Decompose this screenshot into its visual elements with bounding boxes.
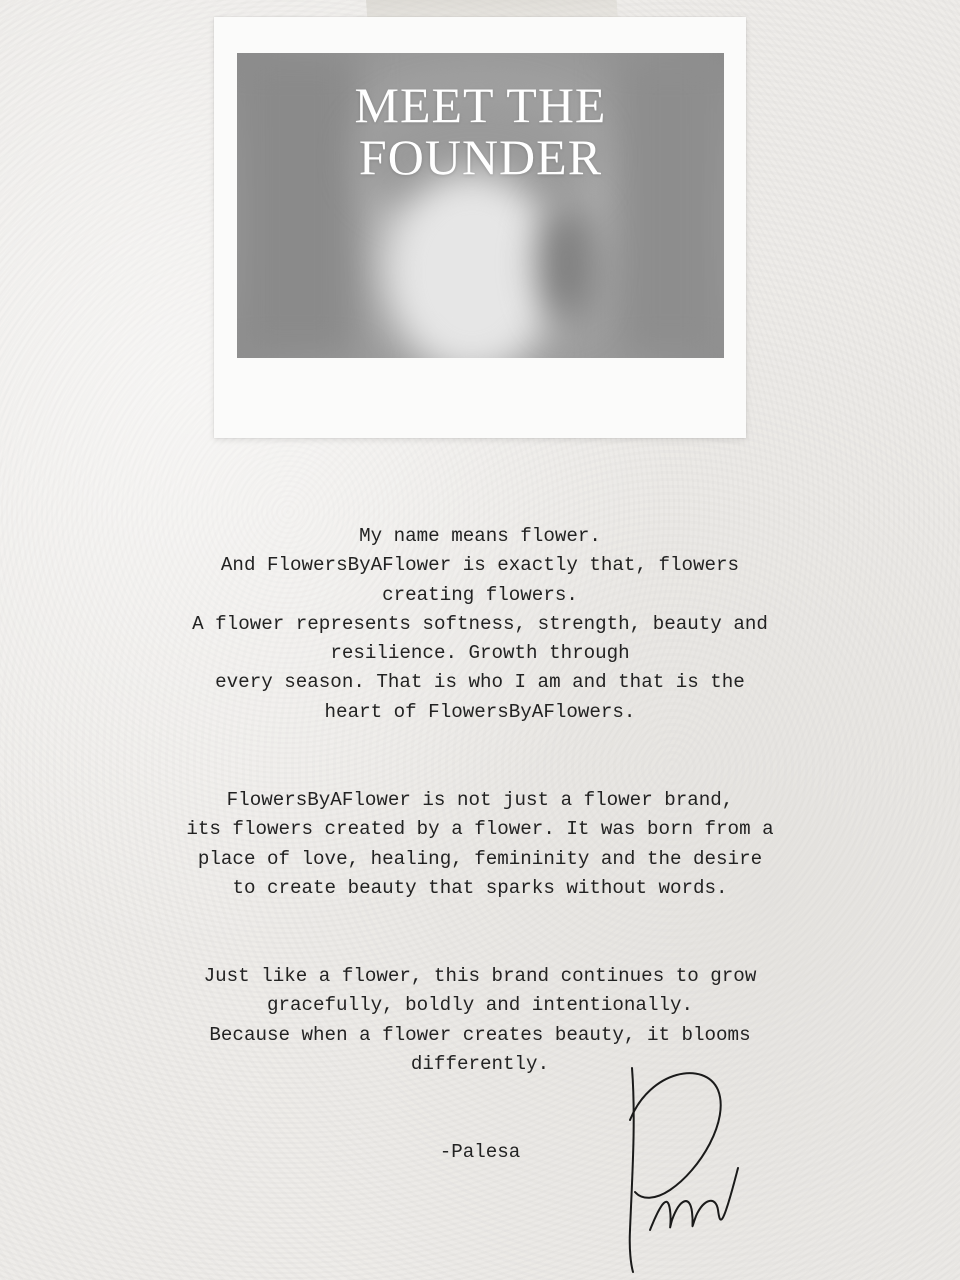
handwritten-signature xyxy=(610,1060,760,1275)
paragraph-intro: My name means flower. And FlowersByAFlower is exactly that, flowers creating flowers. A flower represents softness, strength, beauty and resilience. Growth through every season. That is who I am and that is the heart of FlowersByAFlowers. xyxy=(192,525,768,723)
polaroid-frame xyxy=(214,17,746,438)
photo-blurred-figure xyxy=(387,173,557,358)
page-title-line-2: FOUNDER xyxy=(358,129,603,185)
photo-blurred-arm xyxy=(537,203,597,323)
founder-photo xyxy=(237,53,724,358)
page-title-line-1: MEET THE xyxy=(354,77,607,133)
page-title xyxy=(237,79,724,183)
paragraph-closing: Just like a flower, this brand continues to grow gracefully, boldly and intentionally. Because when a flower creates beauty, it blooms differently. xyxy=(203,965,757,1075)
paragraph-brand: FlowersByAFlower is not just a flower brand, its flowers created by a flower. It was born from a place of love, healing, femininity and the desire to create beauty that sparks without words. xyxy=(186,789,774,899)
signoff-name: -Palesa xyxy=(439,1141,521,1163)
